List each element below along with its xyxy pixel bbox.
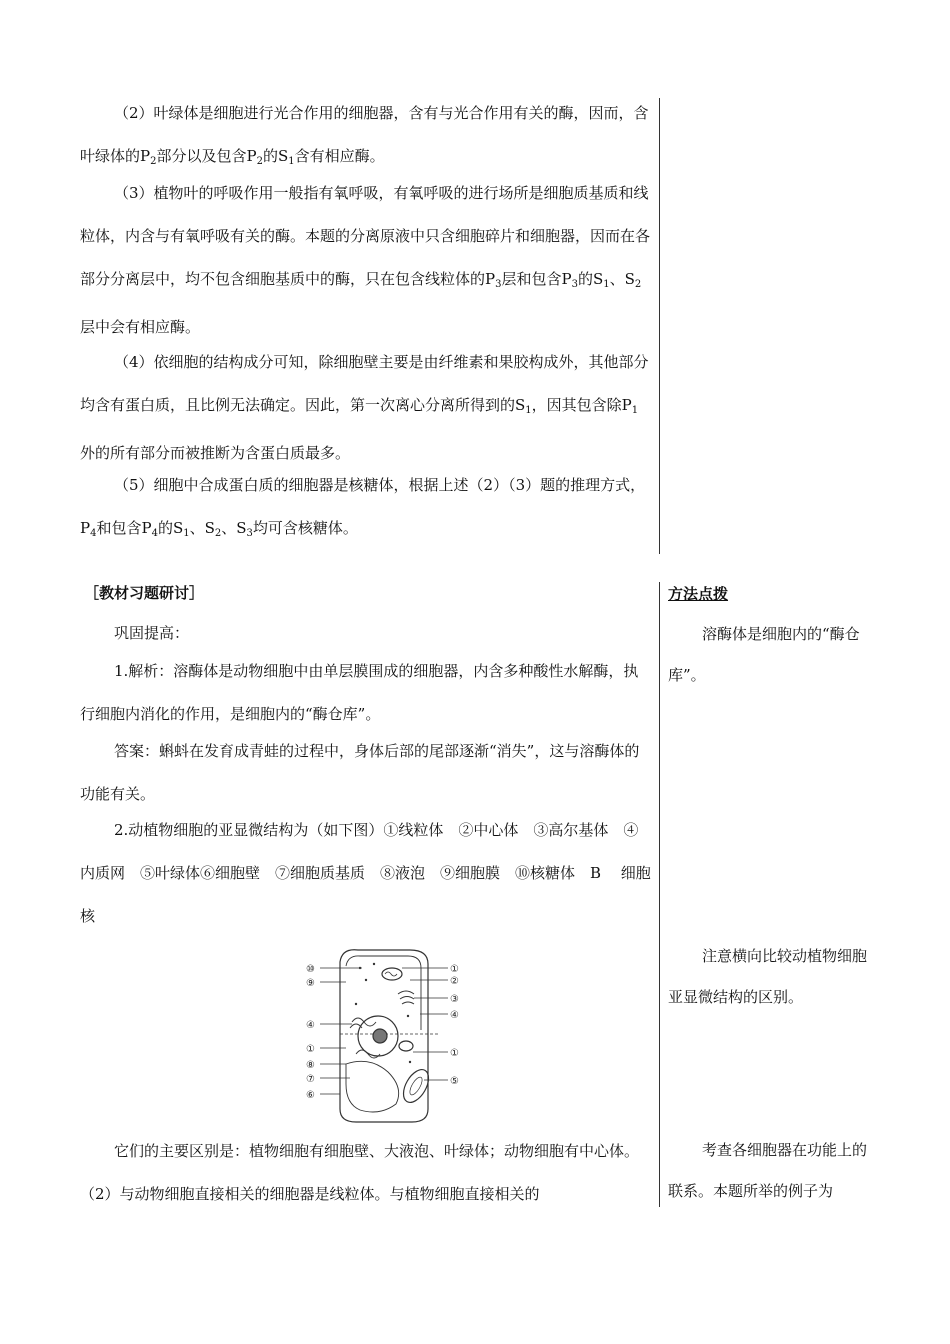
label-left-7: ⑥	[306, 1090, 315, 1101]
label-left-2: ⑨	[306, 978, 315, 989]
label-left-1: ⑩	[306, 964, 315, 975]
label-right-4: ④	[450, 1010, 459, 1021]
paragraph-3: （3）植物叶的呼吸作用一般指有氧呼吸，有氧呼吸的进行场所是细胞质基质和线粒体，内含与有氧呼吸有关的酶。本题的分离原液中只含细胞碎片和细胞器，因而在各部分分离层中，均不包含细胞基质中的酶，只在包含线粒体的$P_3$层和包含$P_3$的$S_1$、$S_2$层中会有相应酶。	[80, 184, 651, 336]
label-right-5: ①	[450, 1048, 459, 1059]
cell-membrane	[346, 956, 421, 1030]
section-title: ［教材习题研讨］	[84, 584, 205, 602]
golgi-apparatus	[398, 991, 414, 1004]
sidebar-note-lysosome: 溶酶体是细胞内的“酶仓库”。	[668, 625, 860, 684]
paragraph-5: （5）细胞中合成蛋白质的细胞器是核糖体，根据上述（2）（3）题的推理方式，$P_4$和包含$P_4$的$S_1$、$S_2$、$S_3$均可含核糖体。	[80, 476, 646, 539]
sidebar-title: 方法点拨	[668, 585, 729, 603]
cell-structure-diagram	[300, 944, 470, 1129]
nucleolus	[373, 1029, 387, 1043]
section-subtitle: 巩固提高：	[114, 624, 190, 642]
label-left-4: ①	[306, 1044, 315, 1055]
sidebar-note-compare: 注意横向比较动植物细胞亚显微结构的区别。	[668, 947, 868, 1006]
chloroplast-grana	[408, 1075, 425, 1096]
cell-diagram-svg	[300, 944, 470, 1129]
label-left-3: ④	[306, 1020, 315, 1031]
vacuole	[346, 1061, 399, 1112]
column-divider-top	[659, 98, 660, 554]
sidebar-note-function: 考查各细胞器在功能上的联系。本题所举的例子为	[668, 1141, 868, 1200]
label-left-5: ⑧	[306, 1060, 315, 1071]
label-right-6: ⑤	[450, 1076, 459, 1087]
label-right-1: ①	[450, 964, 459, 975]
paragraph-4: （4）依细胞的结构成分可知，除细胞壁主要是由纤维素和果胶构成外，其他部分均含有蛋白质，且比例无法确定。因此，第一次离心分离所得到的$S_1$，因其包含除$P_1$外的所有部分而被推断为含蛋白质最多。	[80, 353, 649, 462]
question-1: 1.解析：溶酶体是动物细胞中由单层膜围成的细胞器，内含多种酸性水解酶，执行细胞内消化的作用，是细胞内的“酶仓库”。	[80, 662, 639, 723]
label-right-3: ③	[450, 994, 459, 1005]
mitochondrion-cristae	[385, 972, 397, 976]
paragraph-2: （2）叶绿体是细胞进行光合作用的细胞器，含有与光合作用有关的酶，因而，含叶绿体的$P_2$部分以及包含$P_2$的$S_1$含有相应酶。	[80, 104, 649, 167]
label-right-2: ②	[450, 976, 459, 987]
column-divider-bottom	[659, 582, 660, 1207]
answer-1: 答案：蝌蚪在发育成青蛙的过程中，身体后部的尾部逐渐“消失”，这与溶酶体的功能有关。	[80, 742, 640, 803]
ribosomes	[355, 963, 411, 1063]
answer-2: 它们的主要区别是：植物细胞有细胞壁、大液泡、叶绿体；动物细胞有中心体。（2）与动物细胞直接相关的细胞器是线粒体。与植物细胞直接相关的	[80, 1142, 640, 1203]
label-left-6: ⑦	[306, 1074, 315, 1085]
mitochondrion-lower	[399, 1041, 413, 1051]
question-2: 2.动植物细胞的亚显微结构为（如下图）①线粒体 ②中心体 ③高尔基体 ④内质网 ⑤叶绿体⑥细胞壁 ⑦细胞质基质 ⑧液泡 ⑨细胞膜 ⑩核糖体 B 细胞核	[80, 821, 651, 925]
